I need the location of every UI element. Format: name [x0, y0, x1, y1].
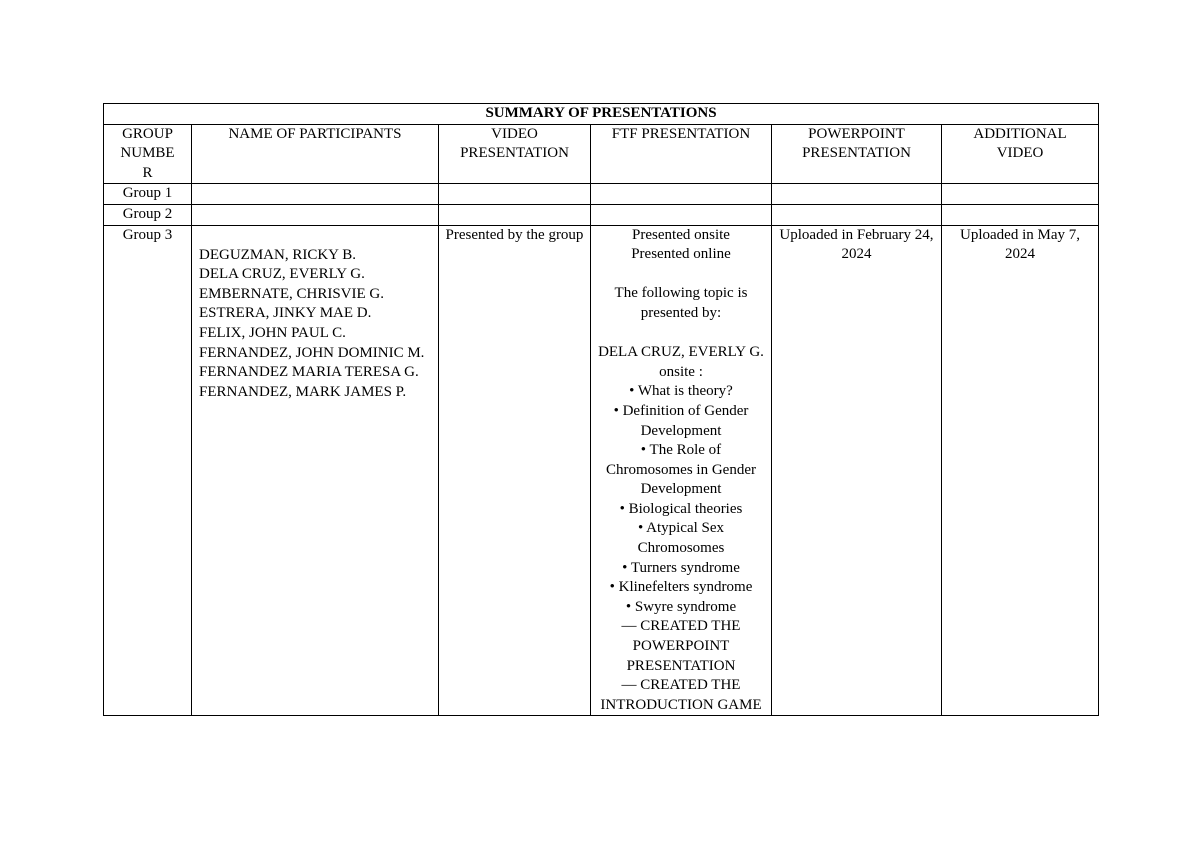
- ftf-presenter: DELA CRUZ, EVERLY G. onsite :: [598, 344, 764, 380]
- header-group-number-line: GROUP: [122, 125, 173, 142]
- summary-table: [103, 103, 1099, 716]
- ftf-topic: • The Role of Chromosomes in Gender Development: [606, 442, 756, 498]
- header-powerpoint-line: PRESENTATION: [802, 145, 911, 162]
- ftf-line: Presented online: [631, 246, 731, 263]
- ftf-topic: • Biological theories: [619, 500, 743, 517]
- ftf-topic: • Definition of Gender Development: [613, 402, 749, 439]
- spacer: [597, 265, 765, 285]
- ftf-topic: • Turners syndrome: [622, 559, 740, 576]
- header-ftf: FTF PRESENTATION: [591, 124, 772, 184]
- group-label: Group 2: [104, 204, 192, 225]
- ftf-topic: • Swyre syndrome: [625, 598, 737, 615]
- header-group-number: [104, 124, 192, 184]
- header-group-number-line: R: [142, 164, 153, 181]
- powerpoint-cell: Uploaded in February 24, 2024: [772, 225, 942, 716]
- ftf-topic: • Klinefelters syndrome: [609, 579, 753, 596]
- header-video-line: PRESENTATION: [460, 145, 569, 162]
- header-row: [104, 124, 1099, 184]
- participant-name: FERNANDEZ MARIA TERESA G.: [199, 364, 419, 381]
- table-row: [104, 225, 1099, 716]
- empty-cell: [439, 204, 591, 225]
- header-powerpoint-line: POWERPOINT: [808, 125, 905, 142]
- spacer: [597, 324, 765, 344]
- group-label: Group 1: [104, 184, 192, 205]
- ftf-topic: • What is theory?: [629, 383, 733, 400]
- participant-name: ESTRERA, JINKY MAE D.: [199, 305, 372, 322]
- ftf-note: — CREATED THE POWERPOINT PRESENTATION: [621, 618, 741, 674]
- header-additional-line: ADDITIONAL: [973, 125, 1067, 142]
- header-group-number-line: NUMBE: [120, 145, 175, 162]
- participant-name: EMBERNATE, CHRISVIE G.: [199, 285, 385, 302]
- additional-video-cell: Uploaded in May 7, 2024: [942, 225, 1099, 716]
- header-powerpoint: [772, 124, 942, 184]
- empty-cell: [942, 184, 1099, 205]
- header-video-line: VIDEO: [491, 125, 538, 142]
- ftf-line: Presented onsite: [632, 226, 730, 243]
- header-additional: [942, 124, 1099, 184]
- empty-cell: [772, 184, 942, 205]
- participant-name: FERNANDEZ, JOHN DOMINIC M.: [199, 344, 425, 361]
- header-video: [439, 124, 591, 184]
- ftf-note: — CREATED THE INTRODUCTION GAME: [600, 677, 762, 713]
- empty-cell: [772, 204, 942, 225]
- participant-name: DEGUZMAN, RICKY B.: [199, 246, 356, 263]
- table-row: [104, 184, 1099, 205]
- group-label: Group 3: [104, 225, 192, 716]
- empty-cell: [439, 184, 591, 205]
- video-cell: Presented by the group: [439, 225, 591, 716]
- participant-name: FERNANDEZ, MARK JAMES P.: [199, 383, 407, 400]
- participant-name: FELIX, JOHN PAUL C.: [199, 324, 346, 341]
- empty-cell: [591, 184, 772, 205]
- ftf-intro: The following topic is presented by:: [614, 285, 748, 321]
- ftf-topic: • Atypical Sex Chromosomes: [637, 520, 725, 557]
- empty-cell: [192, 184, 439, 205]
- empty-cell: [192, 204, 439, 225]
- table-row: [104, 204, 1099, 225]
- empty-cell: [942, 204, 1099, 225]
- participant-name: DELA CRUZ, EVERLY G.: [199, 266, 365, 283]
- header-additional-line: VIDEO: [996, 145, 1044, 162]
- header-participants: NAME OF PARTICIPANTS: [192, 124, 439, 184]
- ftf-cell: [591, 225, 772, 716]
- empty-cell: [591, 204, 772, 225]
- table-title: SUMMARY OF PRESENTATIONS: [104, 104, 1099, 125]
- participants-cell: [192, 225, 439, 716]
